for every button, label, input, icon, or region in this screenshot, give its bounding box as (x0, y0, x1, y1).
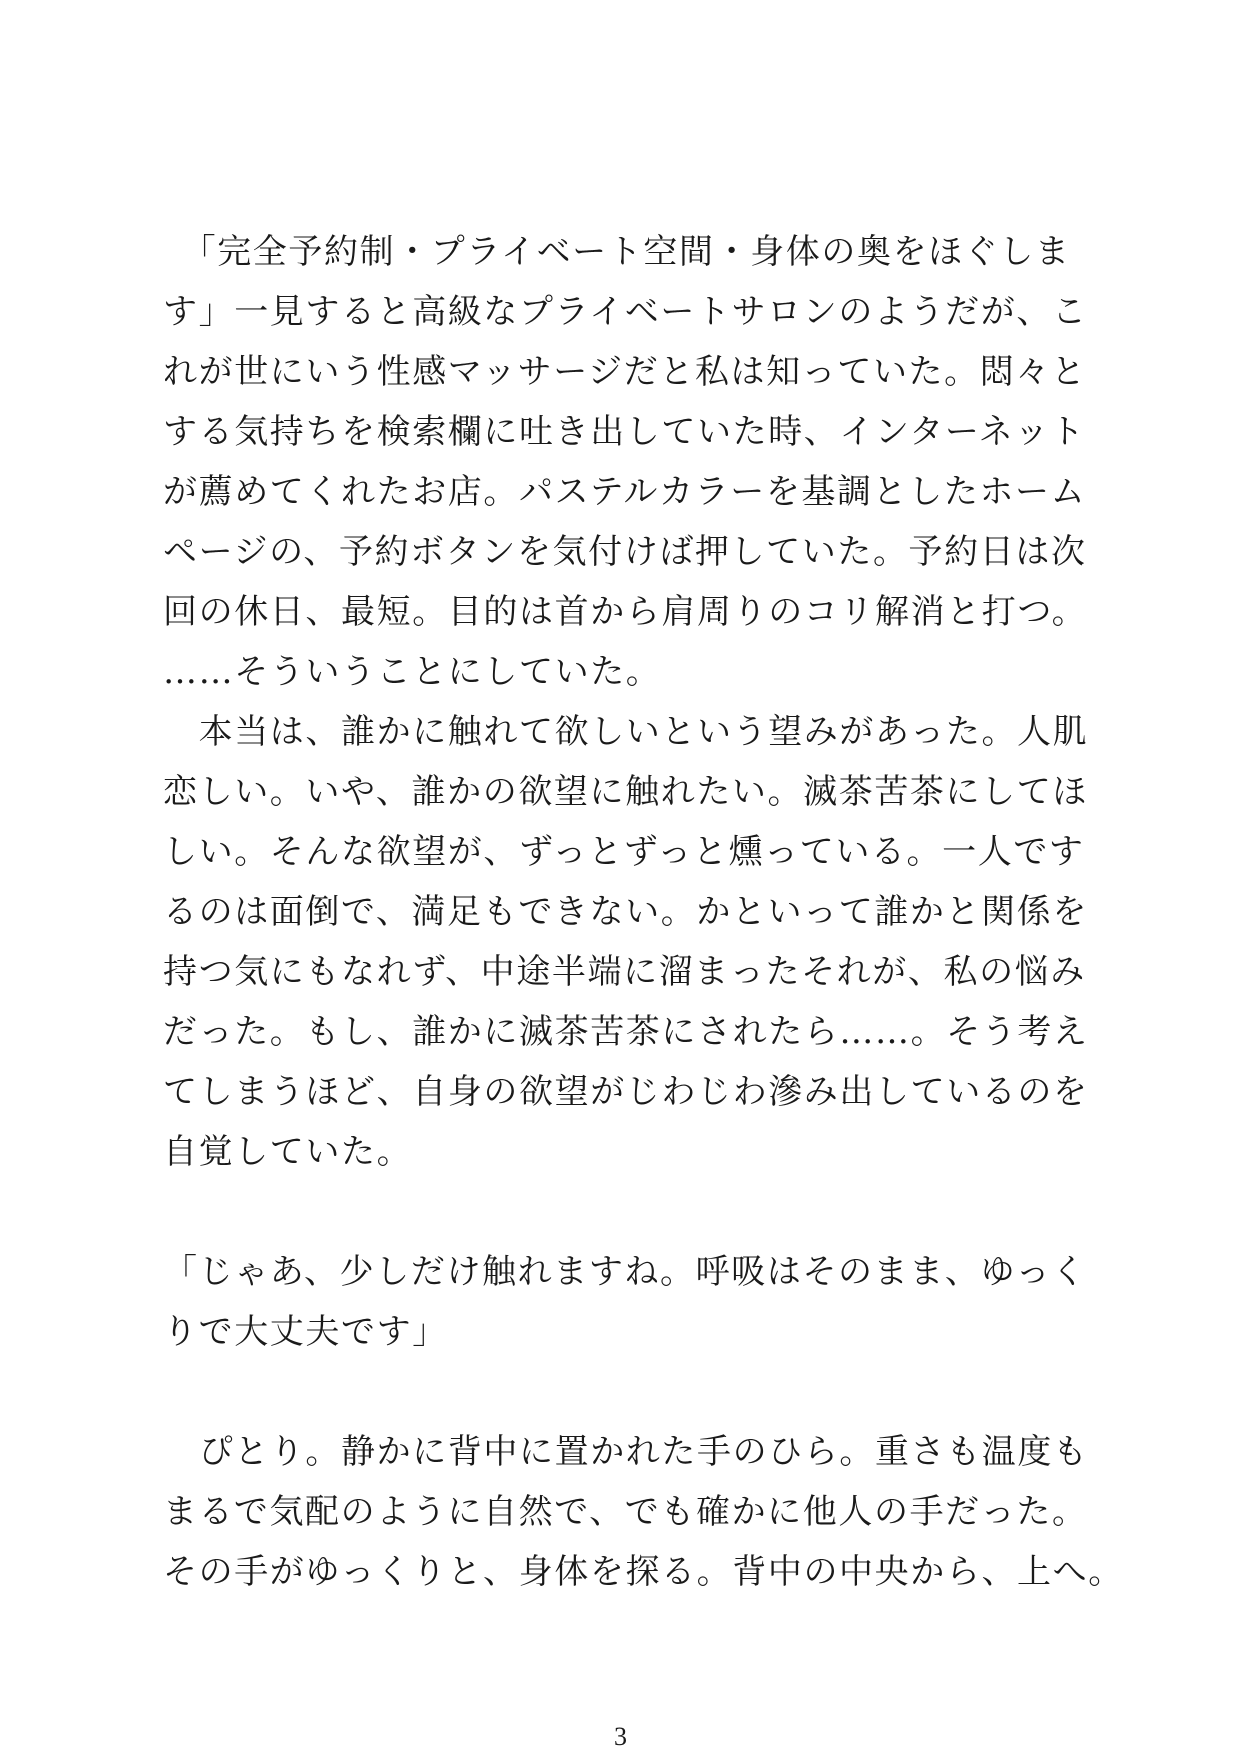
text-line: が薦めてくれたお店。パステルカラーを基調としたホーム (163, 472, 1087, 512)
text-line: 「完全予約制・プライベート空間・身体の奥をほぐしま (163, 232, 1071, 272)
text-line: ページの、予約ボタンを気付けば押していた。予約日は次 (163, 532, 1087, 572)
text-line: その手がゆっくりと、身体を探る。背中の中央から、上へ。 (163, 1552, 1124, 1592)
text-line: しい。そんな欲望が、ずっとずっと燻っている。一人です (163, 832, 1085, 872)
text-line: 回の休日、最短。目的は首から肩周りのコリ解消と打つ。 (163, 592, 1088, 632)
text-line: だった。もし、誰かに滅茶苦茶にされたら……。そう考え (163, 1012, 1089, 1052)
text-line: 本当は、誰かに触れて欲しいという望みがあった。人肌 (163, 712, 1089, 752)
text-line: 恋しい。いや、誰かの欲望に触れたい。滅茶苦茶にしてほ (163, 772, 1088, 812)
text-line: 持つ気にもなれず、中途半端に溜まったそれが、私の悩み (163, 952, 1086, 992)
dialogue-line: 「じゃあ、少しだけ触れますね。呼吸はそのまま、ゆっく (163, 1252, 1087, 1292)
dialogue-line: りで大丈夫です」 (163, 1312, 448, 1352)
text-line: す」一見すると高級なプライベートサロンのようだが、こ (163, 292, 1088, 332)
text-line: ぴとり。静かに背中に置かれた手のひら。重さも温度も (163, 1432, 1089, 1472)
text-line: 自覚していた。 (163, 1132, 413, 1172)
text-line: ……そういうことにしていた。 (163, 652, 662, 692)
text-line: する気持ちを検索欄に吐き出していた時、インターネット (163, 412, 1086, 452)
text-line: れが世にいう性感マッサージだと私は知っていた。悶々と (163, 352, 1087, 392)
text-line: るのは面倒で、満足もできない。かといって誰かと関係を (163, 892, 1088, 932)
text-line: てしまうほど、自身の欲望がじわじわ滲み出しているのを (163, 1072, 1089, 1112)
page-number: 3 (614, 1722, 627, 1751)
text-line: まるで気配のように自然で、でも確かに他人の手だった。 (163, 1492, 1088, 1532)
